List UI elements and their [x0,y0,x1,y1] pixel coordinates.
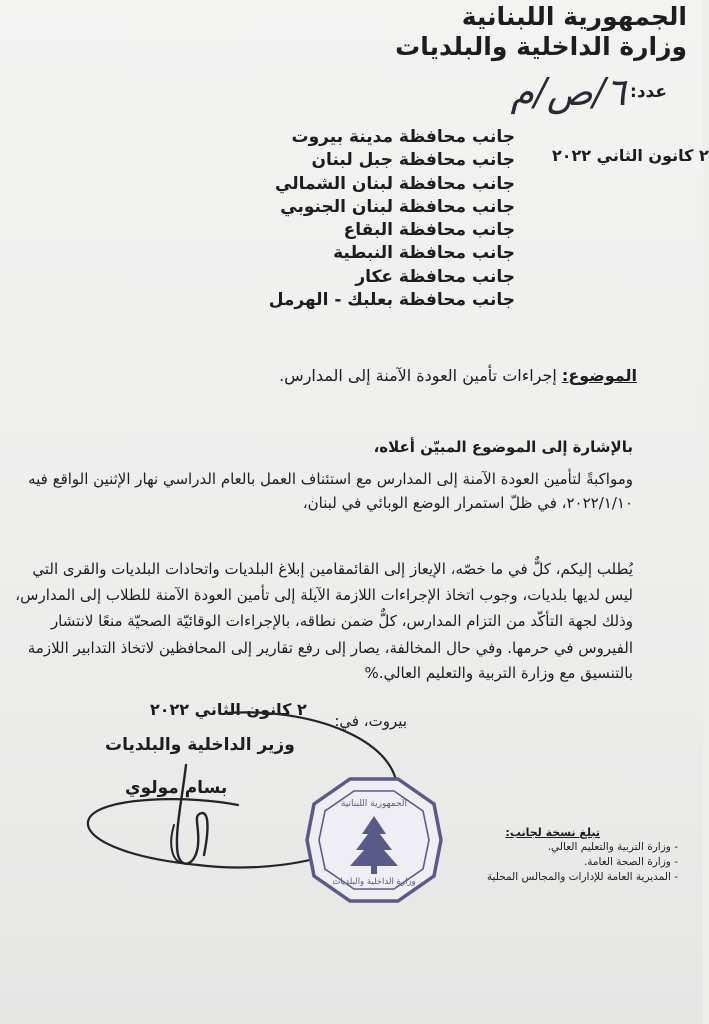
subject-label: الموضوع: [561,366,637,385]
minister-title: وزير الداخلية والبلديات [105,735,295,755]
minister-name: بسام مولوي [125,778,228,798]
body-line: الفيروس في حرمها. وفي حال المخالفة، يصار إلى رفع تقارير إلى المحافظين لاتخاذ التدابير اللازمة [27,639,633,657]
recipient: جانب محافظة بعلبك - الهرمل [268,290,515,311]
copies-list [487,840,678,885]
reference-number [511,70,667,114]
signature-place: بيروت، في: [334,712,407,730]
header-republic: الجمهورية اللبنانية [461,2,687,31]
recipients-list [269,126,515,312]
body-line: ٢٠٢٢/١/١٠، في ظلّ استمرار الوضع الوبائي في لبنان، [302,494,633,512]
recipient: جانب محافظة لبنان الشمالي [275,173,515,194]
recipient: جانب محافظة النبطية [333,243,515,264]
copy-recipient: - المديرية العامة للإدارات والمجالس المحلية [486,871,678,883]
copy-recipient: - وزارة التربية والتعليم العالي. [547,841,678,853]
subject-text: إجراءات تأمين العودة الآمنة إلى المدارس. [279,366,557,385]
recipient: جانب محافظة عكار [355,266,515,287]
body-line: بالتنسيق مع وزارة التربية والتعليم العالي.% [364,664,633,682]
reference-handwritten: ٦/ص/م [510,70,627,114]
body-line: وذلك لجهة التأكّد من التزام المدارس، كلٌّ ضمن نطاقه، بالإجراءات الوقائيّة الصحيّة منعًا لانتشار [50,612,633,630]
recipient: جانب محافظة لبنان الجنوبي [280,196,515,217]
header-ministry: وزارة الداخلية والبلديات [395,32,687,61]
ministry-seal [304,776,444,904]
recipient: جانب محافظة جبل لبنان [311,150,515,171]
seal-text-top: الجمهورية اللبنانية [340,799,408,809]
date-top: ٢ كانون الثاني ٢٠٢٢ [552,146,709,165]
body-line: يُطلب إليكم، كلٌّ في ما خصّه، الإيعاز إلى القائمقامين إبلاغ البلديات واتحادات البلديات والقرى التي [32,560,633,578]
subject-line [279,366,637,385]
reference-label: عدد: [630,82,667,102]
copy-recipient: - وزارة الصحة العامة. [583,856,678,868]
recipient: جانب محافظة مدينة بيروت [291,127,515,147]
recipient: جانب محافظة البقاع [343,220,515,241]
seal-text-bottom: وزارة الداخلية والبلديات [332,877,416,887]
copies-title: تبلغ نسخة لجانب: [505,826,600,839]
signature-date: ٢ كانون الثاني ٢٠٢٢ [150,700,307,719]
body-line: ومواكبةً لتأمين العودة الآمنة إلى المدارس مع استئناف العمل بالعام الدراسي نهار الإثنين الواقع فيه [28,470,633,488]
body-line: ليس لديها بلديات، وجوب اتخاذ الإجراءات اللازمة الآيلة إلى تأمين العودة الآمنة للطلاب إلى المدارس، [15,586,633,604]
body-line: بالإشارة إلى الموضوع المبيّن أعلاه، [373,438,633,456]
